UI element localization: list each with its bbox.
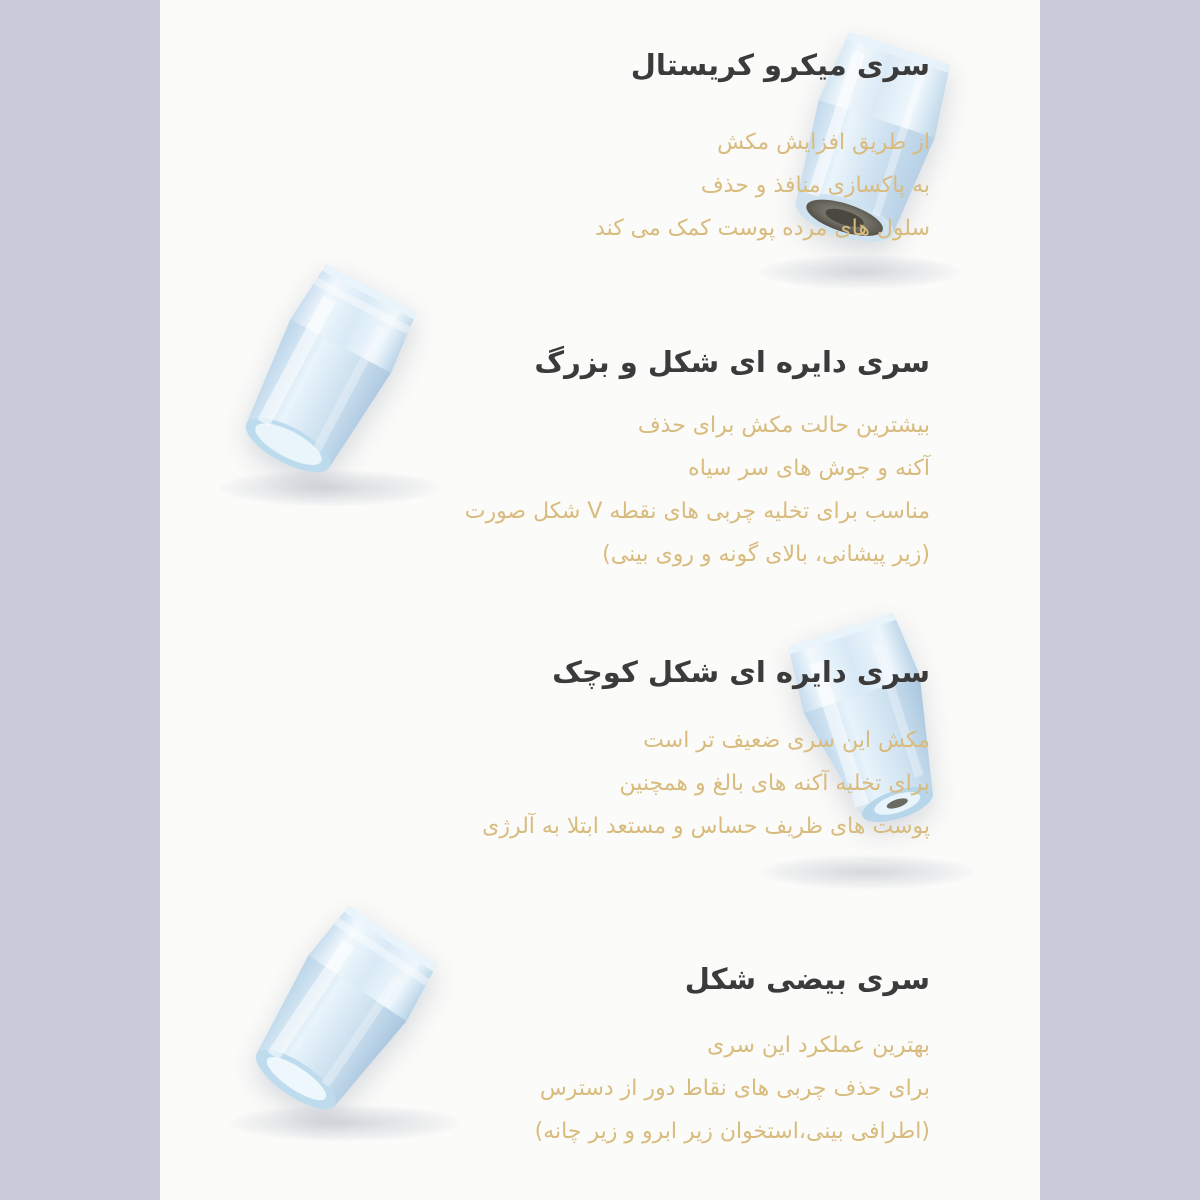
text-line: آکنه و جوش های سر سیاه (688, 455, 930, 481)
text-line: (اطرافی بینی،استخوان زیر ابرو و زیر چانه) (534, 1118, 930, 1144)
text-line: (زیر پیشانی، بالای گونه و روی بینی) (602, 541, 930, 567)
text-line: پوست های ظریف حساس و مستعد ابتلا به آلرژی (482, 813, 930, 839)
text-line: برای حذف چربی های نقاط دور از دسترس (539, 1075, 930, 1101)
small-circle-text-block (210, 720, 930, 849)
micro-crystal-heading-block (230, 48, 930, 82)
text-line: سلول های مرده پوست کمک می کند (595, 215, 930, 241)
oval-text-block (210, 1025, 930, 1154)
large-circle-heading-block (230, 345, 930, 379)
heading-large-circle: سری دایره ای شکل و بزرگ (534, 345, 930, 379)
text-line: بیشترین حالت مکش برای حذف (637, 413, 930, 438)
text-line: به پاکسازی منافذ و حذف (700, 172, 930, 198)
text-line: برای تخلیه آکنه های بالغ و همچنین (619, 770, 930, 796)
oval-heading-block (230, 962, 930, 996)
text-line: بهترین عملکرد این سری (707, 1033, 930, 1058)
text-line: از طریق افزایش مکش (717, 130, 930, 155)
poster-sheet (160, 0, 1040, 1200)
large-circle-text-block (210, 405, 930, 577)
micro-crystal-text-block (230, 122, 930, 251)
text-line: مکش این سری ضعیف تر است (643, 728, 930, 753)
text-line: مناسب برای تخلیه چربی های نقطه V شکل صورت (464, 498, 930, 524)
small-circle-heading-block (230, 655, 930, 689)
heading-micro-crystal: سری میکرو کریستال (630, 48, 930, 82)
heading-small-circle: سری دایره ای شکل کوچک (552, 655, 930, 689)
heading-oval: سری بیضی شکل (684, 962, 930, 996)
